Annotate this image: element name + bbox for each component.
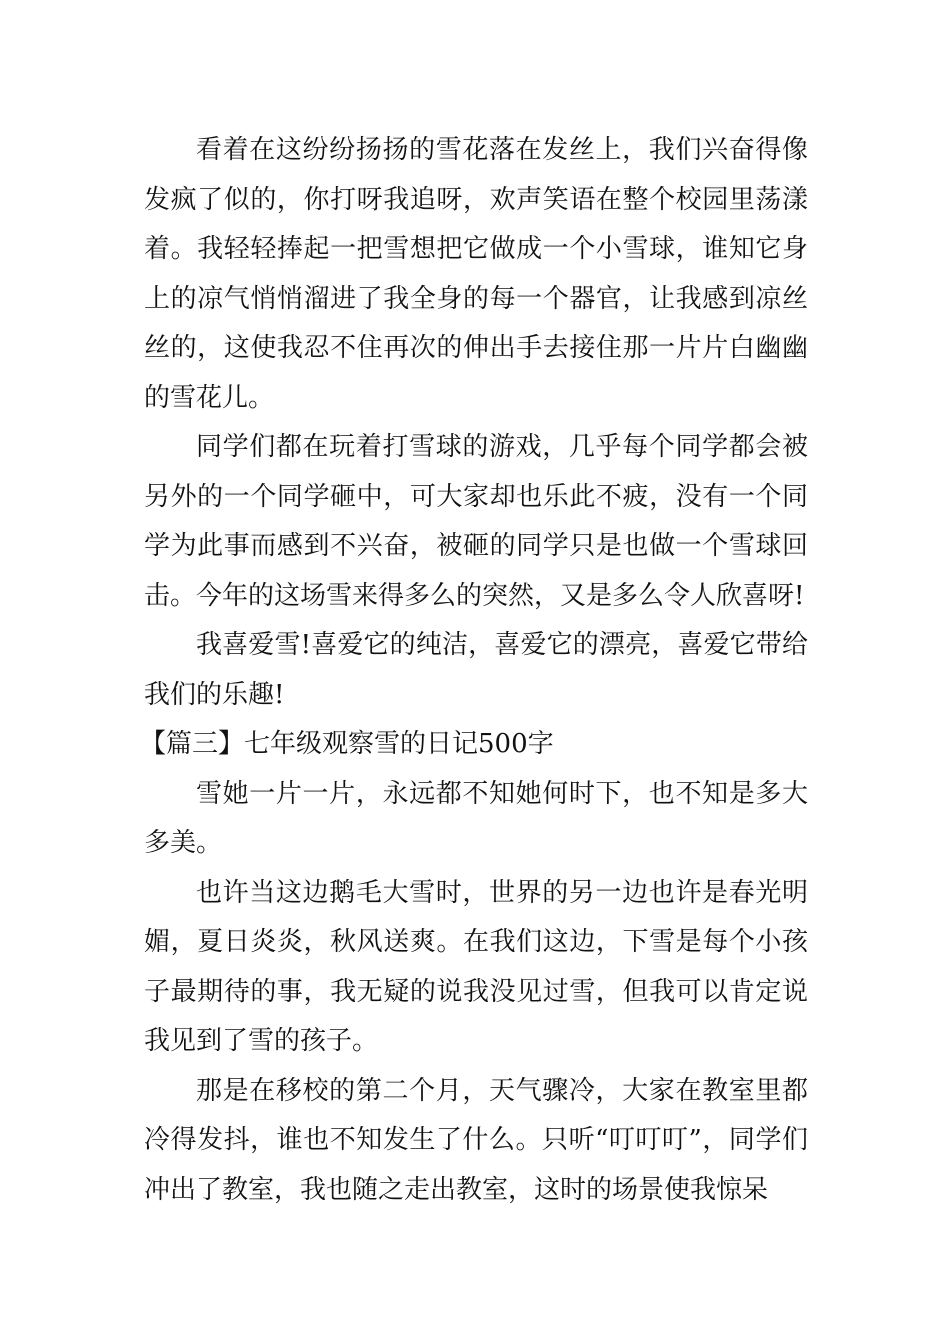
paragraph: 看着在这纷纷扬扬的雪花落在发丝上，我们兴奋得像发疯了似的，你打呀我追呀，欢声笑语在整个校园里荡漾着。我轻轻捧起一把雪想把它做成一个小雪球，谁知它身上的凉气悄悄溜进了我全身的每一个器官，让我感到凉丝丝的，这使我忍不住再次的伸出手去接住那一片片白幽幽的雪花儿。	[144, 135, 808, 413]
paragraph: 那是在移校的第二个月，天气骤冷，大家在教室里都冷得发抖，谁也不知发生了什么。只听“叮叮叮”，同学们冲出了教室，我也随之走出教室，这时的场景使我惊呆	[144, 1075, 808, 1205]
section-heading: 【篇三】七年级观察雪的日记500字	[140, 729, 554, 759]
paragraph: 同学们都在玩着打雪球的游戏，几乎每个同学都会被另外的一个同学砸中，可大家却也乐此不疲，没有一个同学为此事而感到不兴奋，被砸的同学只是也做一个雪球回击。今年的这场雪来得多么的突然，又是多么令人欣喜呀!	[144, 432, 808, 611]
document-body	[140, 126, 808, 1215]
paragraph: 雪她一片一片，永远都不知她何时下，也不知是多大多美。	[144, 778, 808, 858]
paragraph: 我喜爱雪!喜爱它的纯洁，喜爱它的漂亮，喜爱它带给我们的乐趣!	[144, 630, 808, 710]
paragraph: 也许当这边鹅毛大雪时，世界的另一边也许是春光明媚，夏日炎炎，秋风送爽。在我们这边，下雪是每个小孩子最期待的事，我无疑的说我没见过雪，但我可以肯定说我见到了雪的孩子。	[144, 877, 808, 1056]
